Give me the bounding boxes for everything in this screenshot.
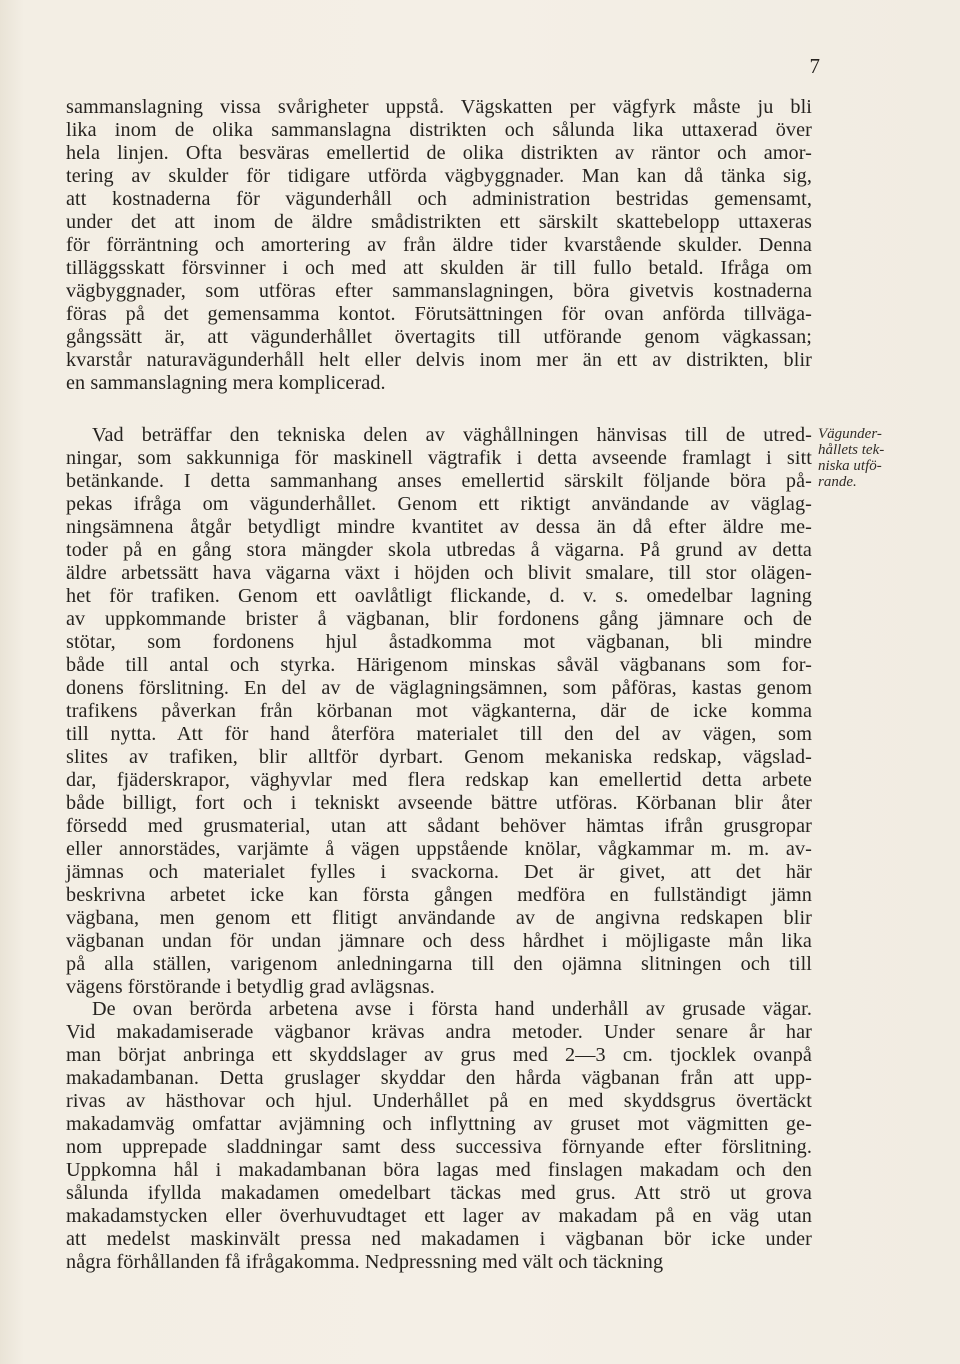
paragraph-1 xyxy=(66,96,812,395)
text-line: toder på en gång stora mängder skola utbredas å vägarna. På grund av detta xyxy=(66,539,812,561)
text-line: het för trafiken. Genom ett oavlåtligt flickande, d. v. s. omedelbar lagning xyxy=(66,585,812,607)
text-line: både till antal och styrka. Härigenom minskas såväl vägbanans som for- xyxy=(66,654,812,676)
text-line: stötar, som fordonens hjul åstadkomma mot vägbanan, bli mindre xyxy=(66,631,812,653)
text-line: jämnas och materialet fylles i svackorna. Det är givet, att det här xyxy=(66,861,812,883)
text-line: eller annorstädes, varjämte å vägen uppstående knölar, vågkammar m. m. av- xyxy=(66,838,812,860)
text-line: kvarstår naturavägunderhåll helt eller delvis inom mer än ett av distrikten, blir xyxy=(66,349,812,371)
text-line: äldre arbetssätt hava vägarna växt i höjden och blivit smalare, till stor olägen- xyxy=(66,562,812,584)
text-line: nom upprepade sladdningar samt dess successiva förnyande efter förslitning. xyxy=(66,1136,812,1158)
text-line: beskrivna arbetet icke kan första gången medföra en fullständigt jämn xyxy=(66,884,812,906)
text-line: lika inom de olika sammanslagna distrikten och sålunda lika uttaxerad över xyxy=(66,119,812,141)
text-line: ningar, som sakkunniga för maskinell vägtrafik i detta avseende framlagt i sitt xyxy=(66,447,812,469)
text-line: De ovan berörda arbetena avse i första hand underhåll av grusade vägar. xyxy=(92,998,812,1020)
text-line: pekas ifråga om vägunderhållet. Genom ett riktigt användande av väglag- xyxy=(66,493,812,515)
text-line: makadamväg omfattar avjämning och inflyttning av gruset mot vägmitten ge- xyxy=(66,1113,812,1135)
page-number: 7 xyxy=(809,54,820,78)
margin-note-line: niska utfö- xyxy=(818,458,882,474)
text-line: sammanslagning vissa svårigheter uppstå. Vägskatten per vägfyrk måste ju bli xyxy=(66,96,812,118)
text-line: ningsämnena åtgår betydligt mindre kvantitet av dessa än då efter äldre me- xyxy=(66,516,812,538)
margin-note-line: Vägunder- xyxy=(818,426,882,442)
text-line: makadambanan. Detta gruslager skyddar den hårda vägbanan från att upp- xyxy=(66,1067,812,1089)
text-line: hela linjen. Ofta besväras emellertid de olika distrikten av räntor och amor- xyxy=(66,142,812,164)
paragraph-3 xyxy=(66,998,812,1274)
text-line: trafikens påverkan från körbanan mot vägkanterna, där de icke komma xyxy=(66,700,812,722)
text-line: tering av skulder för tidigare utförda vägbyggnader. Man kan då tänka sig, xyxy=(66,165,812,187)
text-line: vägbanan undan för undan jämnare och dess hårdhet i möjligaste mån lika xyxy=(66,930,812,952)
text-line: Uppkomna hål i makadambanan böra lagas med finslagen makadam och den xyxy=(66,1159,812,1181)
text-line: av uppkommande brister å vägbanan, blir fordonens gång jämnare och de xyxy=(66,608,812,630)
text-line: makadamstycken eller överhuvudtaget ett lager av makadam på en väg utan xyxy=(66,1205,812,1227)
text-line: vägbyggnader, som utföras efter sammanslagningen, böra givetvis kostnaderna xyxy=(66,280,812,302)
text-line: vägens förstörande i betydlig grad avlägsnas. xyxy=(66,976,435,998)
text-line: till nytta. Att för hand återföra materialet till den del av vägen, som xyxy=(66,723,812,745)
text-line: att medelst maskinvält pressa ned makadamen i vägbanan bör icke under xyxy=(66,1228,812,1250)
text-line: rivas av hästhovar och hjul. Underhållet på en med skyddsgrus övertäckt xyxy=(66,1090,812,1112)
text-line: dar, fjäderskrapor, väghyvlar med flera redskap kan emellertid detta arbete xyxy=(66,769,812,791)
text-line: vägbana, men genom ett flitigt användande av de angivna redskapen blir xyxy=(66,907,812,929)
text-line: för förräntning och amortering av från äldre tider kvarstående skulder. Denna xyxy=(66,234,812,256)
text-line: sålunda ifyllda makadamen omedelbart täckas med grus. Att strö ut grova xyxy=(66,1182,812,1204)
text-line: Vad beträffar den tekniska delen av väghållningen hänvisas till de utred- xyxy=(92,424,812,446)
text-line: en sammanslagning mera komplicerad. xyxy=(66,372,386,394)
text-line: att kostnaderna för vägunderhåll och administration bestridas gemensamt, xyxy=(66,188,812,210)
paragraph-2 xyxy=(66,424,812,999)
text-line: föras på det gemensamma kontot. Förutsättningen för ovan anförda tillväga- xyxy=(66,303,812,325)
text-line: både billigt, fort och i tekniskt avseende bättre utföras. Körbanan blir åter xyxy=(66,792,812,814)
text-line: slites av trafiken, blir alltför dyrbart. Genom mekaniska redskap, vägslad- xyxy=(66,746,812,768)
text-line: gångssätt är, att vägunderhållet övertagits till utförande genom vägkassan; xyxy=(66,326,812,348)
text-line: donens förslitning. En del av de väglagningsämnen, som påföras, kastas genom xyxy=(66,677,812,699)
text-line: man börjat anbringa ett skyddslager av grus med 2—3 cm. tjocklek ovanpå xyxy=(66,1044,812,1066)
text-line: Vid makadamiserade vägbanor krävas andra metoder. Under senare år har xyxy=(66,1021,812,1043)
text-line: på alla ställen, varigenom anledningarna till den ojämna slitningen och till xyxy=(66,953,812,975)
text-line: försedd med grusmaterial, utan att sådant behöver hämtas ifrån grusgropar xyxy=(66,815,812,837)
text-line: tilläggsskatt försvinner i och med att skulden är till fullo betald. Ifråga om xyxy=(66,257,812,279)
margin-note xyxy=(818,426,928,490)
text-line: betänkande. I detta sammanhang anses emellertid särskilt följande böra på- xyxy=(66,470,812,492)
margin-note-line: rande. xyxy=(818,474,857,490)
text-line: några förhållanden få ifrågakomma. Nedpressning med vält och täckning xyxy=(66,1251,664,1273)
text-line: under det att inom de äldre smådistrikten ett särskilt skattebelopp uttaxeras xyxy=(66,211,812,233)
margin-note-line: hållets tek- xyxy=(818,442,885,458)
